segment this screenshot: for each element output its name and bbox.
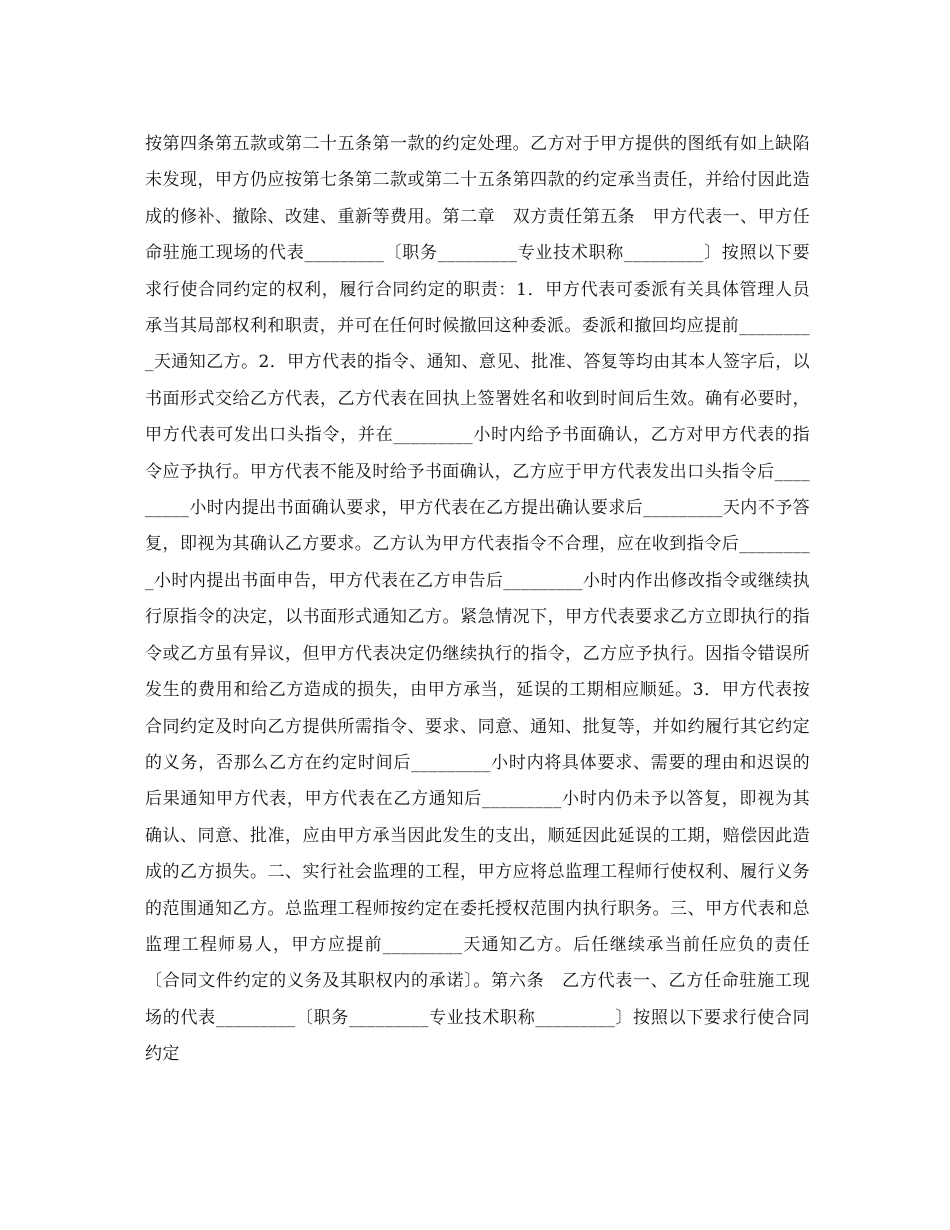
contract-body-text: 按第四条第五款或第二十五条第一款的约定处理。乙方对于甲方提供的图纸有如上缺陷未发现，甲方仍应按第七条第二款或第二十五条第四款的约定承当责任，并给付因此造成的修补、撤除、改建、重新等费用。第二章 双方责任第五条 甲方代表一、甲方任命驻施工现场的代表_________〔职务_________专业技术职称_________〕按照以下要求行使合同约定的权利，履行合同约定的职责：1．甲方代表可委派有关具体管理人员承当其局部权利和职责，并可在任何时候撤回这种委派。委派和撤回均应提前_________天通知乙方。2．甲方代表的指令、通知、意见、批准、答复等均由其本人签字后，以书面形式交给乙方代表，乙方代表在回执上签署姓名和收到时间后生效。确有必要时，甲方代表可发出口头指令，并在_________小时内给予书面确认，乙方对甲方代表的指令应予执行。甲方代表不能及时给予书面确认，乙方应于甲方代表发出口头指令后_________小时内提出书面确认要求，甲方代表在乙方提出确认要求后_________天内不予答复，即视为其确认乙方要求。乙方认为甲方代表指令不合理，应在收到指令后_________小时内提出书面申告，甲方代表在乙方申告后_________小时内作出修改指令或继续执行原指令的决定，以书面形式通知乙方。紧急情况下，甲方代表要求乙方立即执行的指令或乙方虽有异议，但甲方代表决定仍继续执行的指令，乙方应予执行。因指令错误所发生的费用和给乙方造成的损失，由甲方承当，延误的工期相应顺延。3．甲方代表按合同约定及时向乙方提供所需指令、要求、同意、通知、批复等，并如约履行其它约定的义务，否那么乙方在约定时间后_________小时内将具体要求、需要的理由和迟误的后果通知甲方代表，甲方代表在乙方通知后_________小时内仍未予以答复，即视为其确认、同意、批准，应由甲方承当因此发生的支出，顺延因此延误的工期，赔偿因此造成的乙方损失。二、实行社会监理的工程，甲方应将总监理工程师行使权利、履行义务的范围通知乙方。总监理工程师按约定在委托授权范围内执行职务。三、甲方代表和总监理工程师易人，甲方应提前_________天通知乙方。后任继续承当前任应负的责任〔合同文件约定的义务及其职权内的承诺〕。第六条 乙方代表一、乙方任命驻施工现场的代表_________〔职务_________专业技术职称_________〕按照以下要求行使合同约定 <box>145 134 810 1065</box>
